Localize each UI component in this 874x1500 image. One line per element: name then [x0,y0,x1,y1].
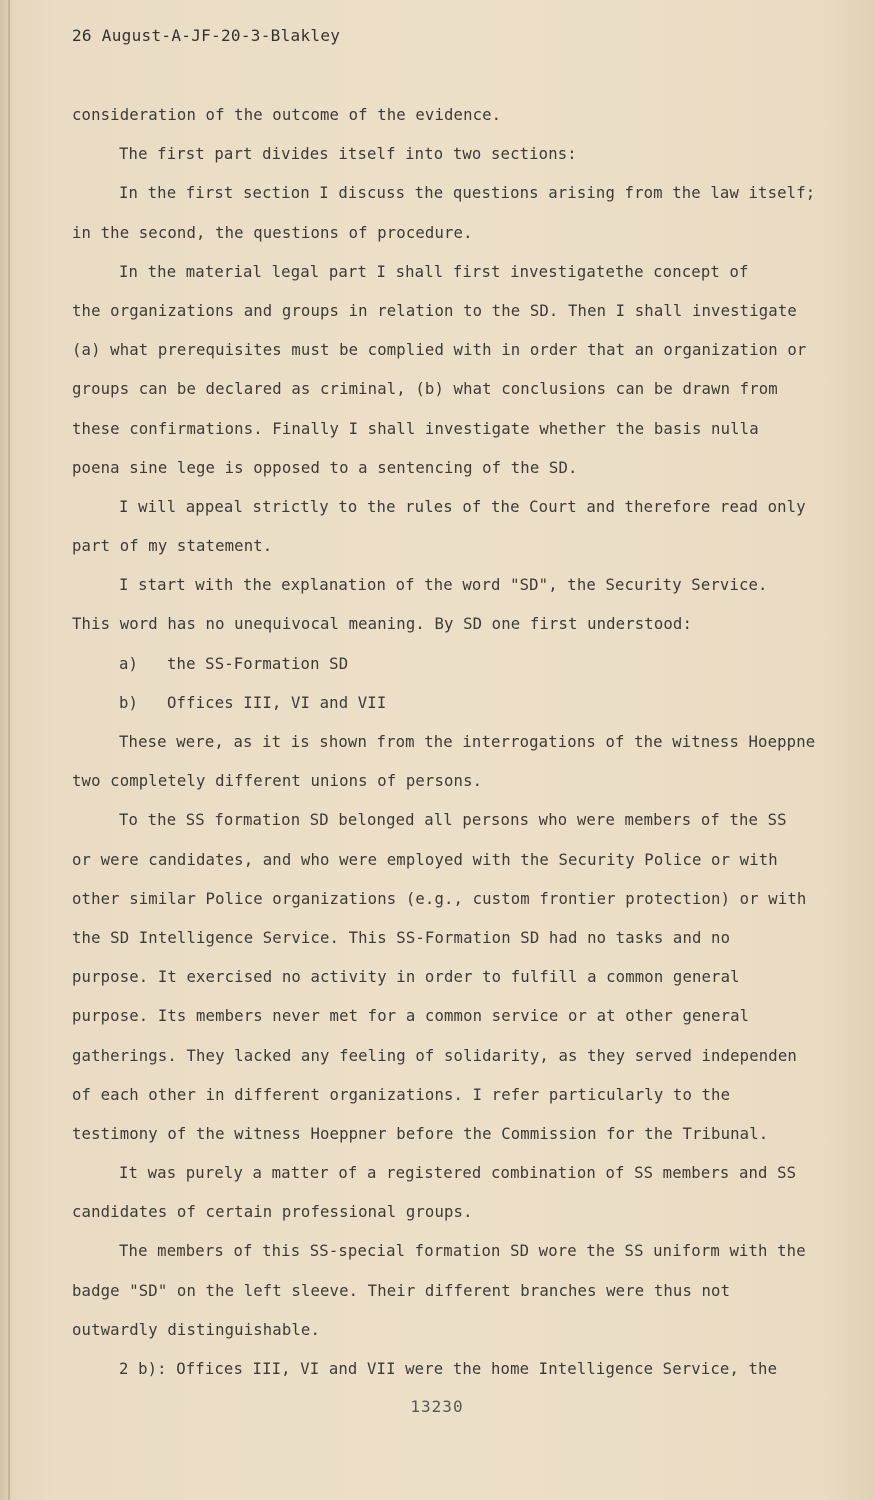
paragraph-start: In the first section I discuss the questions arising from the law itself; [119,184,816,203]
list-label: b) [119,693,139,712]
text-line: other similar Police organizations (e.g., custom frontier protection) or with [72,889,807,908]
text-line: outwardly distinguishable. [72,1320,320,1339]
text-line: two completely different unions of persons. [72,772,483,791]
list-text: the SS-Formation SD [167,654,349,673]
text-line: part of my statement. [72,537,273,556]
text-line: or were candidates, and who were employed with the Security Police or with [72,850,778,869]
text-line: purpose. Its members never met for a common service or at other general [72,1007,750,1026]
text-line: poena sine lege is opposed to a sentencing of the SD. [72,458,578,477]
text-line: these confirmations. Finally I shall investigate whether the basis nulla [72,419,759,438]
paragraph-start: 2 b): Offices III, VI and VII were the home Intelligence Service, the [119,1360,778,1378]
text-line: This word has no unequivocal meaning. By SD one first understood: [72,615,692,634]
page-header: 26 August-A-JF-20-3-Blakley [72,26,341,45]
paragraph-start: The first part divides itself into two sections: [119,145,577,164]
paragraph-start: I will appeal strictly to the rules of the Court and therefore read only [119,497,806,516]
list-text: Offices III, VI and VII [167,693,387,712]
list-label: a) [119,654,139,673]
text-line: the organizations and groups in relation to the SD. Then I shall investigate [72,301,797,320]
paragraph-start: I start with the explanation of the word "SD", the Security Service. [119,576,768,595]
text-line: consideration of the outcome of the evidence. [72,106,502,124]
paragraph-start: It was purely a matter of a registered combination of SS members and SS [119,1164,797,1183]
page-edge [8,0,10,1500]
paragraph-start: These were, as it is shown from the interrogations of the witness Hoeppne [119,733,816,751]
paragraph-start: In the material legal part I shall first investigatethe concept of [119,262,749,281]
document-body [72,104,832,1397]
text-line: testimony of the witness Hoeppner before the Commission for the Tribunal. [72,1124,769,1143]
text-line: gatherings. They lacked any feeling of solidarity, as they served independen [72,1046,797,1065]
text-line: in the second, the questions of procedure. [72,223,473,242]
text-line: the SD Intelligence Service. This SS-Formation SD had no tasks and no [72,928,731,947]
list-item-a [72,653,832,692]
text-line: of each other in different organizations. I refer particularly to the [72,1085,731,1104]
paragraph-start: The members of this SS-special formation SD wore the SS uniform with the [119,1242,806,1261]
text-line: (a) what prerequisites must be complied with in order that an organization or [72,341,807,360]
text-line: groups can be declared as criminal, (b) what conclusions can be drawn from [72,380,778,399]
paragraph-start: To the SS formation SD belonged all persons who were members of the SS [119,811,787,830]
list-item-b [72,692,832,731]
text-line: badge "SD" on the left sleeve. Their different branches were thus not [72,1281,731,1300]
text-line: purpose. It exercised no activity in order to fulfill a common general [72,968,740,987]
text-line: candidates of certain professional groups. [72,1203,473,1222]
page-number: 13230 [410,1397,464,1416]
